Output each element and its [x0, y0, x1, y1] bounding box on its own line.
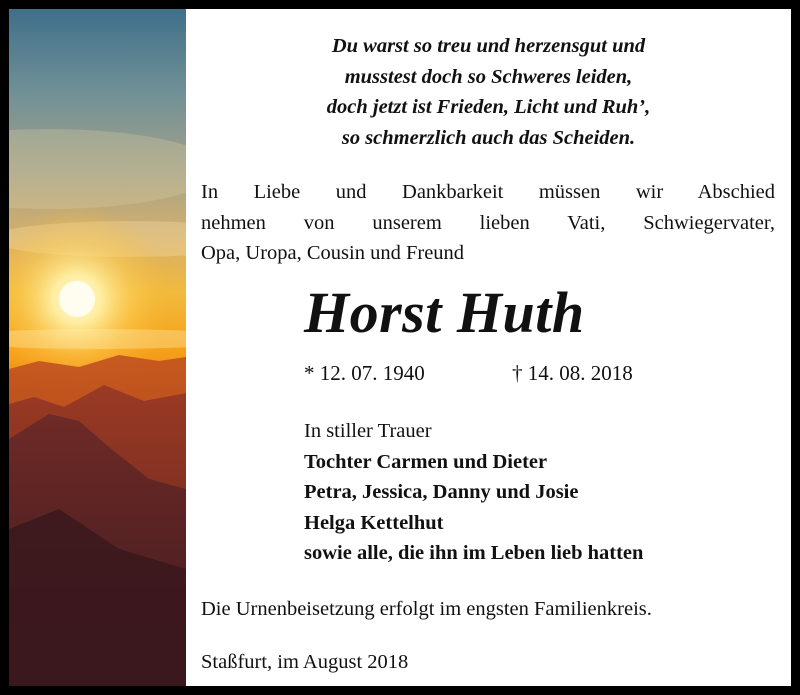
death-date: † 14. 08. 2018	[512, 361, 633, 385]
intro-line: In Liebe und Dankbarkeit müssen wir Abschied	[201, 181, 775, 203]
poem-line: so schmerzlich auch das Scheiden.	[341, 126, 636, 149]
intro-line: Opa, Uropa, Cousin und Freund	[201, 242, 465, 264]
sunset-mountains-image	[9, 9, 186, 686]
mourner-line: sowie alle, die ihn im Leben lieb hatten	[304, 542, 644, 564]
mourner-line: Helga Kettelhut	[304, 511, 444, 534]
mourner-line: Tochter Carmen und Dieter	[304, 450, 548, 473]
mourners-block	[304, 416, 643, 569]
mourner-line: Petra, Jessica, Danny und Josie	[304, 481, 579, 503]
notice-text-column	[186, 9, 791, 686]
mourners-heading: In stiller Trauer	[304, 420, 432, 442]
intro-paragraph	[201, 177, 775, 269]
poem-line: doch jetzt ist Frieden, Licht und Ruh’,	[326, 96, 651, 118]
sunset-illustration	[9, 9, 186, 686]
burial-note: Die Urnenbeisetzung erfolgt im engsten Familienkreis.	[201, 598, 652, 620]
poem-line: Du warst so treu und herzensgut und	[331, 35, 646, 57]
poem-line: musstest doch so Schweres leiden,	[344, 65, 633, 88]
birth-date: * 12. 07. 1940	[304, 361, 425, 385]
place-date: Staßfurt, im August 2018	[201, 651, 409, 673]
memorial-poem	[186, 31, 791, 153]
intro-line: nehmen von unserem lieben Vati, Schwiegervater,	[201, 211, 775, 234]
deceased-name: Horst Huth	[304, 280, 585, 345]
